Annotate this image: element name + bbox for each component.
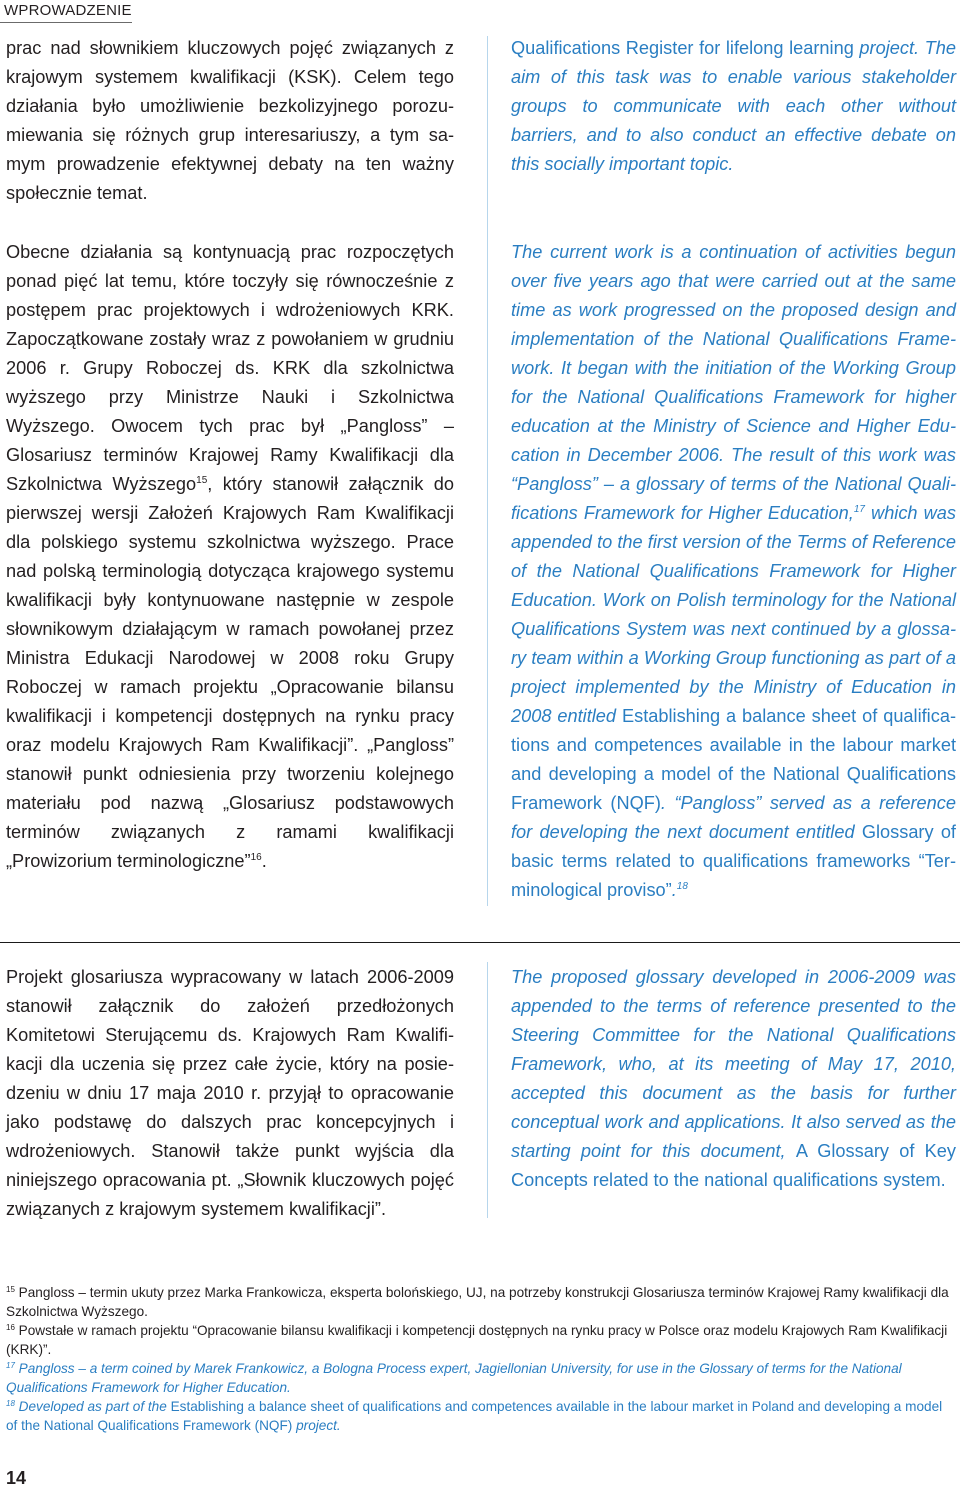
footnote-18: [6, 1398, 956, 1435]
polish-paragraph-1: prac nad słownikiem kluczowych pojęć związanych z krajowym systemem kwalifikacji (KSK). Celem tego działania było umożliwienie bezkolizyjnego porozumiewania się różnych grup interesariuszy, a tym samym prowadzenie efektywnej debaty na ten ważny społecznie temat.: [6, 38, 454, 203]
english-paragraph-2-title-1: Establishing a balance sheet of qualifications and competences available in the labour market and developing a model of the National Qualifications Framework (NQF): [511, 706, 956, 813]
column-divider-top: [487, 36, 488, 906]
footnote-18-text-b: project.: [292, 1417, 341, 1433]
english-paragraph-1-upright: Qualifications Register for lifelong learning: [511, 38, 860, 58]
footnote-15: [6, 1284, 956, 1321]
english-paragraph-3: [511, 963, 956, 1195]
footnote-15-text: Pangloss – termin ukuty przez Marka Frankowicza, eksperta bolońskiego, UJ, na potrzeby konstrukcji Glosariusza terminów Krajowej Ramy kwalifikacji dla Szkolnictwa Wyższego.: [6, 1285, 949, 1319]
column-divider-bottom: [487, 962, 488, 1218]
footnote-ref-16: 16: [250, 852, 262, 863]
english-paragraph-2-text-c: . “Pangloss” served as a reference for developing the next document entitled: [511, 793, 956, 842]
section-separator: [0, 942, 960, 943]
polish-paragraph-2: [6, 238, 454, 876]
footnote-17-number: 17: [6, 1361, 15, 1370]
section-header: WPROWADZENIE: [4, 2, 132, 19]
english-paragraph-1-italic: project. The aim of this task was to enable various stakeholder groups to communicate with each other without barriers, and to also conduct an effective debate on this socially important topic.: [511, 38, 956, 174]
english-paragraph-2-text-b: which was appended to the first version of the Terms of Reference of the National Qualifications Framework for Higher Education. Work on Polish terminology for the National Qualifications System was next continued by a glossary team within a Working Group functioning as part of a project implemented by the Ministry of Education in 2008 entitled: [511, 503, 956, 726]
footnote-16: [6, 1322, 956, 1359]
english-paragraph-2-end: .: [671, 880, 677, 900]
english-paragraph-3-title: A Glossary of Key Concepts related to the national qualifications system.: [511, 1141, 956, 1190]
footnote-16-number: 16: [6, 1323, 15, 1332]
english-paragraph-2: [511, 238, 956, 905]
footnote-ref-17: 17: [853, 504, 865, 515]
english-paragraph-2-text-a: The current work is a continuation of activities begun over five years ago that were carried out at the same time as work progressed on the proposed design and implementation of the National Qualifications Framework. It began with the initiation of the Working Group for the National Qualifications Framework for higher education at the Ministry of Science and Higher Education in December 2006. The result of this work was “Pangloss” – a glossary of terms of the National Qualifications Framework for Higher Education,: [511, 242, 956, 523]
footnote-17: [6, 1360, 956, 1397]
polish-paragraph-2-text-a: Obecne działania są kontynuacją prac rozpoczętych ponad pięć lat temu, które toczyły się równocześnie z postępem prac projektowych i wdrożeniowych KRK. Zapoczątkowane zostały wraz z powołaniem w grudniu 2006 r. Grupy Roboczej ds. KRK dla szkolnictwa wyższego przy Ministrze Nauki i Szkolnictwa Wyższego. Owocem tych prac był „Pangloss” – Glosariusz terminów Krajowej Ramy Kwalifikacji dla Szkolnictwa Wyższego: [6, 242, 454, 494]
polish-paragraph-3: Projekt glosariusza wypracowany w latach 2006-2009 stanowił załącznik do założeń przedłożonych Komitetowi Sterującemu ds. Krajowych Ram Kwalifikacji dla uczenia się przez całe życie, który na posiedzeniu w dniu 17 maja 2010 r. przyjął to opracowanie jako podstawę do dalszych prac koncepcyjnych i wdrożeniowych. Stanowił także punkt wyjścia dla niniejszego opracowania pt. „Słownik kluczowych pojęć związanych z krajowym systemem kwalifikacji”.: [6, 967, 454, 1219]
english-paragraph-2-title-2: Glossary of basic terms related to qualifications frameworks “Terminological proviso”: [511, 822, 956, 900]
footnote-17-text: Pangloss – a term coined by Marek Frankowicz, a Bologna Process expert, Jagiellonian University, for use in the Glossary of terms for the National Qualifications Framework for Higher Education.: [6, 1361, 902, 1395]
english-paragraph-1: [511, 34, 956, 179]
footnote-15-number: 15: [6, 1285, 15, 1294]
header-rule: [0, 22, 132, 23]
page-number: 14: [6, 1468, 27, 1488]
footnote-18-title: Establishing a balance sheet of qualifications and competences available in the labour market in Poland and developing a model of the National Qualifications Framework (NQF): [6, 1399, 943, 1433]
footnote-ref-15: 15: [196, 475, 208, 486]
footnotes: [6, 1284, 956, 1436]
footnote-18-number: 18: [6, 1399, 15, 1408]
footnote-18-text-a: Developed as part of the: [14, 1399, 171, 1414]
polish-paragraph-2-end: .: [261, 851, 267, 871]
english-paragraph-3-italic: The proposed glossary developed in 2006-2009 was appended to the terms of reference presented to the Steering Committee for the National Qualifications Framework, who, at its meeting of May 17, 2010, accepted this document as the basis for further conceptual work and applications. It also served as the starting point for this document,: [511, 967, 956, 1161]
footnote-16-text: Powstałe w ramach projektu “Opracowanie bilansu kwalifikacji i kompetencji dostępnych na rynku pracy w Polsce oraz modelu Krajowych Ram Kwalifikacji (KRK)”.: [6, 1323, 948, 1357]
footnote-ref-18: 18: [676, 881, 688, 892]
polish-paragraph-2-text-b: , który stanowił załącznik do pierwszej wersji Założeń Krajowych Ram Kwalifikacji dla polskiego systemu szkolnictwa wyższego. Prace nad polską terminologią dotycząca krajowego systemu kwalifikacji były kontynuowane następnie w zespole słownikowym działającym w ramach powołanej przez Ministra Edukacji Narodowej w 2008 roku Grupy Roboczej w ramach projektu „Opracowanie bilansu kwalifikacji i kompetencji dostępnych na rynku pracy oraz modelu Krajowych Ram Kwalifikacji”. „Pangloss” stanowił punkt odniesienia przy tworzeniu kolejnego materiału pod nazwą „Glosariusz podstawowych terminów związanych z ramami kwalifikacji „Prowizorium terminologiczne”: [6, 474, 454, 871]
